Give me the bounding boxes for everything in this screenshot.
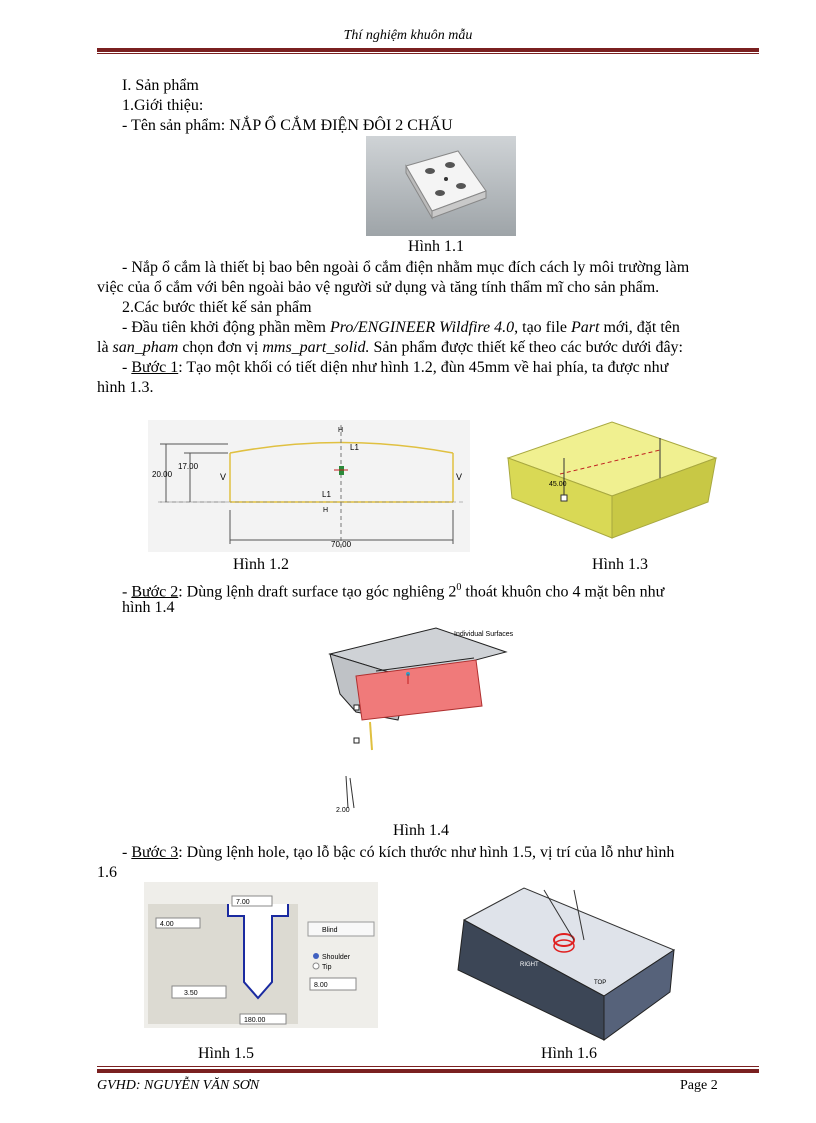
description-line-1: - Nắp ổ cắm là thiết bị bao bên ngoài ổ cắm điện nhằm mục đích cách ly môi trường làm (122, 259, 690, 276)
dim-extrude-45: 45.00 (549, 481, 567, 488)
footer-rule-thin (97, 1066, 759, 1067)
dim-draft-2: 2.00 (336, 807, 350, 814)
start-text-f: Sản phẩm được thiết kế theo các bước dưới đây: (369, 339, 683, 356)
section-heading: I. Sản phẩm (122, 77, 199, 94)
figure-1-5-caption: Hình 1.5 (198, 1045, 254, 1062)
figure-1-2-caption: Hình 1.2 (233, 556, 289, 573)
constraint-v-right: V (456, 472, 463, 482)
start-text-b: , tạo file (514, 319, 571, 336)
blind-option[interactable]: Blind (322, 927, 338, 934)
dim-width-70: 70.00 (331, 540, 352, 549)
step2-text-b: thoát khuôn cho 4 mặt bên như (461, 583, 665, 601)
constraint-l1-top: L1 (350, 443, 359, 452)
description-line-2: việc của ổ cắm với bên ngoài bảo vệ người sử dụng và tăng tính thẩm mĩ cho sản phẩm. (97, 279, 660, 296)
step1-line-1: - Bước 1: Tạo một khối có tiết diện như hình 1.2, đùn 45mm về hai phía, ta được như (122, 359, 669, 376)
constraint-h-bottom: H (323, 507, 329, 514)
dim-height-20: 20.00 (152, 470, 173, 479)
step2-text-a: : Dùng lệnh draft surface tạo góc nghiêng 2 (178, 583, 457, 601)
subheading-intro: 1.Giới thiệu: (122, 97, 204, 114)
tip-option[interactable]: Tip (322, 964, 332, 971)
section-sketch (148, 420, 470, 552)
unit-name: mms_part_solid. (262, 339, 370, 356)
part-word: Part (571, 319, 600, 336)
hole-depth-1[interactable]: 4.00 (160, 921, 174, 928)
start-text-a: - Đầu tiên khởi động phần mềm (122, 319, 330, 336)
draft-surface-render (296, 616, 530, 822)
start-line-2 (97, 338, 683, 358)
figure-1-1 (366, 136, 516, 236)
datum-top: TOP (594, 980, 607, 986)
step3-line-1: - Bước 3: Dùng lệnh hole, tạo lỗ bậc có kích thước như hình 1.5, vị trí của lỗ như hình (122, 844, 675, 861)
figure-1-3 (494, 398, 728, 554)
step1-line-2: hình 1.3. (97, 379, 154, 396)
datum-front: FRONT (630, 1026, 651, 1032)
hole-top-diameter[interactable]: 7.00 (236, 899, 250, 906)
subheading-design-steps: 2.Các bước thiết kế sản phẩm (122, 299, 312, 316)
step2-line-2: hình 1.4 (122, 599, 175, 616)
step1-label: Bước 1 (131, 359, 179, 376)
figure-1-4-caption: Hình 1.4 (393, 822, 449, 839)
constraint-h-top: H (338, 427, 344, 434)
figure-1-6-caption: Hình 1.6 (541, 1045, 597, 1062)
hole-diameter[interactable]: 3.50 (184, 990, 198, 997)
step2-label: Bước 2 (131, 583, 179, 601)
figure-1-3-caption: Hình 1.3 (592, 556, 648, 573)
hole-depth-2[interactable]: 8.00 (314, 982, 328, 989)
start-text-d: là (97, 339, 113, 356)
step3-label: Bước 3 (131, 844, 179, 861)
constraint-v-left: V (220, 472, 227, 482)
hole-profile-dialog (144, 882, 378, 1028)
dim-height-17: 17.00 (178, 462, 199, 471)
product-name-line: - Tên sản phẩm: NẮP Ổ CẮM ĐIỆN ĐÔI 2 CHẤU (122, 117, 453, 134)
datum-right: RIGHT (520, 962, 539, 968)
degree-superscript: 0 (456, 582, 462, 593)
hole-tip-angle[interactable]: 180.00 (244, 1017, 266, 1024)
file-name: san_pham (112, 339, 179, 356)
extruded-block-render (494, 398, 728, 554)
footer-instructor: GVHD: NGUYỄN VĂN SƠN (97, 1078, 260, 1093)
figure-1-1-caption: Hình 1.1 (408, 238, 464, 255)
figure-1-2 (148, 420, 470, 552)
individual-surfaces-label: Individual Surfaces (454, 631, 514, 638)
header-rule (97, 48, 759, 52)
page-header-title: Thí nghiệm khuôn mẫu (343, 28, 473, 43)
start-text-c: mới, đặt tên (599, 319, 680, 336)
footer-page-number: Page 2 (680, 1078, 718, 1093)
step3-text: : Dùng lệnh hole, tạo lỗ bậc có kích thước như hình 1.5, vị trí của lỗ như hình (178, 844, 675, 861)
socket-cover-render (366, 136, 516, 236)
start-line-1 (122, 318, 680, 338)
hole-position-render (444, 880, 678, 1044)
figure-1-5 (144, 882, 378, 1028)
figure-1-6 (444, 880, 678, 1044)
step3-line-2: 1.6 (97, 864, 117, 881)
software-name: Pro/ENGINEER Wildfire 4.0 (329, 319, 515, 336)
start-text-e: chọn đơn vị (178, 339, 263, 356)
step1-text: : Tạo một khối có tiết diện như hình 1.2, đùn 45mm về hai phía, ta được như (178, 359, 669, 376)
figure-1-4 (296, 616, 530, 822)
header-rule-thin (97, 53, 759, 54)
footer-rule (97, 1069, 759, 1073)
step2-line-1: - Bước 2: Dùng lệnh draft surface tạo góc nghiêng $2^0$ thoát khuôn cho 4 mặt bên như (122, 582, 665, 601)
constraint-l1-bottom: L1 (322, 490, 331, 499)
shoulder-option[interactable]: Shoulder (322, 954, 351, 961)
